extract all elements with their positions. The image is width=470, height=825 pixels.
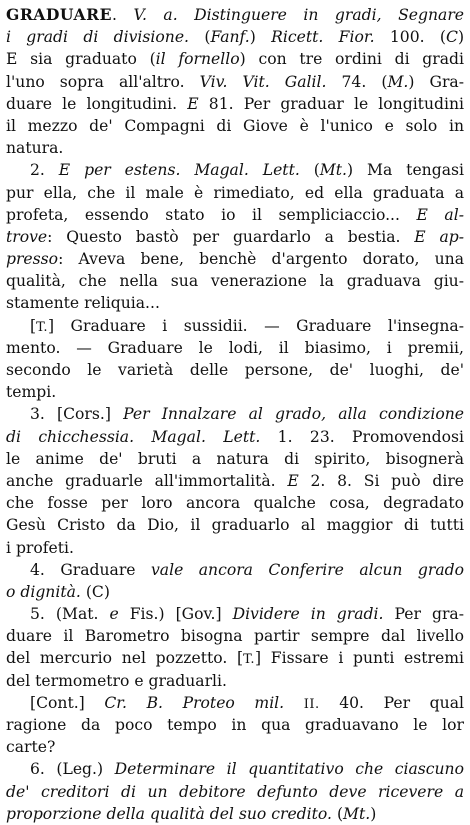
entry-line: stamente reliquia... (6, 294, 160, 313)
entry-line: presso: Aveva bene, benchè d'argento dorato, una (6, 250, 464, 269)
entry-line: del mercurio nel pozzetto. [T.] Fissare i punti estremi (6, 649, 464, 668)
entry-line: secondo le varietà delle persone, de' luoghi, de' (6, 361, 464, 379)
entry-line: duare le longitudini. E 81. Per graduar le longitudini (6, 94, 464, 113)
entry-line: o dignità. (C) (6, 582, 110, 601)
entry-line (6, 4, 464, 26)
entry-line: 6. (Leg.) Determinare il quantitativo che ciascuno (30, 760, 464, 779)
entry-line: di chicchessia. Magal. Lett. 1. 23. Promovendosi (6, 427, 464, 446)
entry-line: trove: Questo bastò per guardarlo a bestia. E ap- (6, 227, 464, 246)
entry-line-text: . V. a. Distinguere in gradi, Segnare (111, 6, 464, 24)
entry-line: 2. E per estens. Magal. Lett. (Mt.) Ma tengasi (30, 161, 464, 180)
entry-line: che fosse per loro ancora qualche cosa, degradato (6, 494, 464, 513)
entry-line: pur ella, che il male è rimediato, ed ella graduata a (6, 183, 464, 202)
entry-line: l'uno sopra all'altro. Viv. Vit. Galil. 74. (M.) Gra- (6, 72, 464, 91)
headword: GRADUARE (6, 5, 112, 24)
entry-line: 3. [Cors.] Per Innalzare al grado, alla condizione (30, 405, 464, 424)
entry-line: de' creditori di un debitore defunto deve ricevere a (6, 782, 464, 801)
entry-line: natura. (6, 139, 64, 158)
entry-line: carte? (6, 738, 56, 757)
entry-line: i gradi di divisione. (Fanf.) Ricett. Fior. 100. (C) (6, 28, 464, 47)
entry-line: i profeti. (6, 538, 74, 557)
entry-line: tempi. (6, 383, 57, 402)
entry-line: proporzione della qualità del suo credito. (Mt.) (6, 804, 377, 823)
entry-line: [Cont.] Cr. B. Proteo mil. II. 40. Per qual (30, 693, 464, 712)
entry-line: mento. — Graduare le lodi, il biasimo, i premii, (6, 338, 464, 357)
entry-line: del termometro e graduarli. (6, 671, 227, 690)
entry-line: 5. (Mat. e Fis.) [Gov.] Dividere in gradi. Per gra- (30, 605, 464, 624)
entry-line: profeta, essendo stato io il sempliciaccio... E al- (6, 205, 464, 224)
entry-line: ragione da poco tempo in qua graduavano le lor (6, 716, 464, 734)
entry-line: 4. Graduare vale ancora Conferire alcun grado (30, 560, 464, 579)
entry-line: anche graduarle all'immortalità. E 2. 8. Si può dire (6, 471, 464, 490)
entry-line: [T.] Graduare i sussidii. — Graduare l'insegna- (30, 316, 464, 335)
entry-line: le anime de' bruti a natura di spirito, bisognerà (6, 449, 464, 468)
entry-line: Gesù Cristo da Dio, il graduarlo al maggior di tutti (6, 516, 464, 535)
entry-line: qualità, che nella sua venerazione la graduava giu- (6, 272, 464, 291)
entry-line: duare il Barometro bisogna partir sempre dal livello (6, 627, 464, 646)
entry-line: il mezzo de' Compagni di Giove è l'unico e solo in (6, 116, 464, 135)
entry-line: E sia graduato (il fornello) con tre ordini di gradi (6, 50, 464, 69)
